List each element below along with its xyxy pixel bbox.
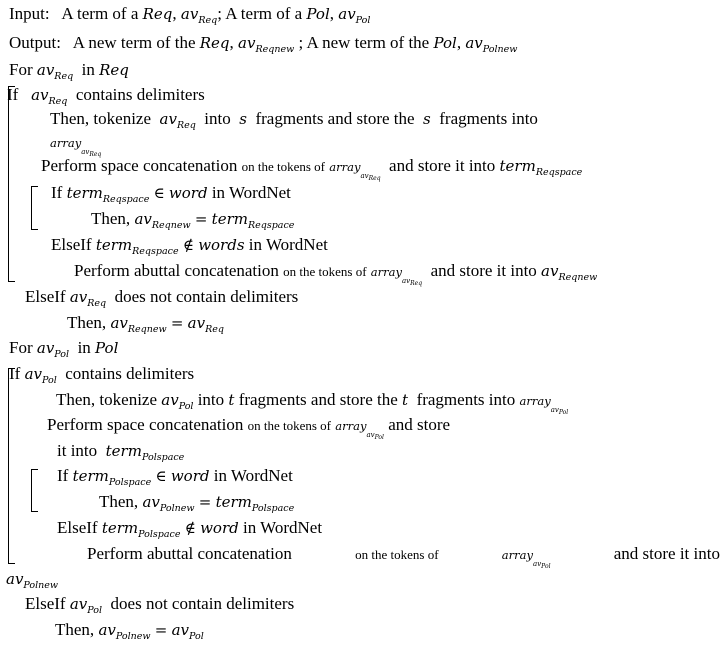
- symbol-av: av: [31, 86, 49, 104]
- symbol-av: av: [36, 339, 55, 357]
- subscript: Pol: [42, 375, 57, 386]
- symbol-term: term: [101, 519, 139, 537]
- symbol-req: Req: [99, 61, 129, 79]
- subscript: Reqnew: [255, 44, 295, 55]
- keyword-if: If: [7, 85, 19, 104]
- keyword-then: Then,: [99, 492, 139, 511]
- subscript: av: [533, 560, 542, 568]
- text-and-store: and store: [388, 415, 451, 434]
- subscript: Reqnew: [127, 324, 167, 335]
- symbol-not-element-of: ∉: [182, 236, 194, 254]
- symbol-s: s: [423, 110, 431, 128]
- if-block-bracket-pol: [8, 368, 9, 564]
- subscript: Pol: [178, 401, 194, 412]
- subscript: Req: [205, 324, 224, 335]
- subscript: Req: [48, 96, 68, 107]
- symbol-av: av: [338, 5, 356, 23]
- symbol-word: word: [170, 467, 210, 485]
- subscript: Polspace: [138, 529, 181, 540]
- text-contains-delimiters: contains delimiters: [75, 85, 205, 104]
- subscript: Polnew: [115, 631, 151, 642]
- symbol-av: av: [161, 391, 179, 409]
- text-perform-a: Perform a: [87, 544, 155, 563]
- subscript: Polnew: [23, 580, 59, 591]
- symbol-av: av: [187, 314, 206, 332]
- symbol-array: array: [519, 394, 551, 408]
- symbol-req: Req: [142, 5, 173, 23]
- symbol-equals: =: [154, 621, 168, 639]
- subscript: Pol: [54, 349, 70, 360]
- symbol-req: Req: [199, 34, 230, 52]
- symbol-av: av: [171, 621, 189, 639]
- keyword-then: Then,: [67, 313, 107, 332]
- symbol-term: term: [95, 236, 133, 254]
- keyword-into: into: [204, 109, 231, 128]
- keyword-then-tokenize: Then, tokenize: [50, 109, 152, 128]
- subscript: av: [360, 172, 369, 180]
- subscript: Pol: [541, 563, 551, 570]
- symbol-t: t: [402, 391, 409, 409]
- subscript: av: [81, 148, 90, 156]
- text-in-wordnet: in WordNet: [243, 518, 323, 537]
- keyword-output: Output:: [9, 33, 61, 52]
- symbol-term: term: [215, 493, 252, 511]
- text-fragments-store: fragments and store the: [255, 109, 415, 128]
- symbol-av: av: [6, 570, 24, 588]
- symbol-array: array: [335, 419, 367, 433]
- comma: ,: [229, 33, 234, 52]
- algo-line-output: [9, 32, 517, 61]
- text-a-new-term: A new term of the: [72, 33, 196, 52]
- comma: ,: [172, 4, 177, 23]
- symbol-equals: =: [194, 210, 208, 228]
- subscript: Req: [410, 280, 423, 287]
- symbol-s: s: [239, 110, 247, 128]
- keyword-if: If: [51, 183, 63, 202]
- subscript: Polnew: [159, 503, 195, 514]
- keyword-into: into: [197, 390, 225, 409]
- keyword-for: For: [9, 60, 33, 79]
- symbol-av: av: [24, 365, 42, 383]
- keyword-if: If: [57, 466, 69, 485]
- symbol-av: av: [541, 262, 559, 280]
- subscript: Reqspace: [247, 220, 295, 231]
- text-in-wordnet: in WordNet: [213, 466, 293, 485]
- text-on-tokens: on the tokens of: [241, 159, 326, 174]
- keyword-elseif: ElseIf: [51, 235, 92, 254]
- text-in-wordnet: in WordNet: [248, 235, 328, 254]
- text-on-tokens: on the tokens of: [355, 547, 439, 562]
- text-a-new-term: ; A new term of the: [298, 33, 430, 52]
- text-not-contain-delimiters: does not contain delimiters: [114, 287, 299, 306]
- subscript: av: [550, 406, 559, 414]
- text-on-tokens: on the tokens of: [283, 264, 367, 279]
- symbol-word: word: [200, 519, 239, 537]
- text-on-tokens: on the tokens of: [247, 418, 332, 433]
- text-fragments-store: fragments and store the: [238, 390, 398, 409]
- subscript: Polspace: [108, 477, 152, 488]
- algo-line-for-pol: [9, 337, 118, 366]
- text-perform-space: Perform space concatenation: [41, 156, 238, 175]
- keyword-input: Input:: [9, 4, 50, 23]
- text-and-store: and store it into: [430, 261, 537, 280]
- text-fragments-into: fragments into: [439, 109, 538, 128]
- symbol-array: array: [329, 160, 361, 174]
- symbol-element-of: ∈: [153, 184, 165, 202]
- symbol-array: array: [501, 548, 534, 562]
- subscript: Pol: [374, 434, 384, 441]
- symbol-t: t: [228, 391, 235, 409]
- subscript: Pol: [189, 631, 204, 642]
- inner-if-bracket-pol: [31, 469, 32, 512]
- algo-line-assign-req-space: [91, 208, 294, 237]
- text-perform-abuttal: [87, 543, 292, 565]
- comma: ,: [329, 4, 334, 23]
- symbol-av: av: [134, 210, 152, 228]
- text-buttal-concatenation: buttal concatenation: [154, 544, 292, 563]
- symbol-av: av: [159, 110, 177, 128]
- algo-line-elseif-pol: [25, 593, 294, 622]
- text-it-into: it into: [57, 441, 98, 460]
- subscript: Req: [198, 15, 218, 26]
- symbol-term: term: [105, 442, 142, 460]
- subscript: Pol: [355, 15, 371, 26]
- algo-line-assign-pol-space: [99, 491, 294, 520]
- symbol-pol: Pol: [306, 5, 330, 23]
- subscript: Reqspace: [132, 246, 179, 257]
- keyword-then-tokenize: Then, tokenize: [56, 390, 158, 409]
- subscript: Req: [54, 71, 74, 82]
- text-in-wordnet: in WordNet: [211, 183, 291, 202]
- subscript: Reqnew: [151, 220, 191, 231]
- keyword-in: in: [77, 338, 91, 357]
- algo-line-tokenize-req: [50, 108, 538, 137]
- symbol-pol: Pol: [433, 34, 457, 52]
- subscript: Polspace: [251, 503, 295, 514]
- symbol-term: term: [499, 157, 536, 175]
- keyword-elseif: ElseIf: [57, 518, 98, 537]
- keyword-for: For: [9, 338, 33, 357]
- subscript: av: [366, 431, 375, 439]
- subscript: Req: [87, 298, 107, 309]
- keyword-if: If: [9, 364, 21, 383]
- subscript: Pol: [558, 409, 569, 416]
- symbol-av: av: [98, 621, 116, 639]
- keyword-then: Then,: [91, 209, 131, 228]
- subscript: Polnew: [482, 44, 518, 55]
- algo-line-elseif-req: [25, 286, 298, 315]
- symbol-av: av: [238, 34, 256, 52]
- algo-line-elseif-word-pol: [57, 517, 322, 546]
- symbol-term: term: [66, 184, 103, 202]
- subscript: Req: [89, 151, 102, 158]
- text-perform-abuttal: Perform abuttal concatenation: [74, 261, 279, 280]
- symbol-element-of: ∈: [155, 467, 167, 485]
- symbol-array: array: [50, 136, 82, 150]
- subscript: Req: [368, 175, 381, 182]
- symbol-av: av: [142, 493, 160, 511]
- text-fragments-into: fragments into: [416, 390, 516, 409]
- symbol-equals: =: [198, 493, 212, 511]
- subscript: Reqspace: [102, 194, 150, 205]
- inner-if-bracket-req: [31, 186, 32, 230]
- keyword-then: Then,: [55, 620, 95, 639]
- symbol-term: term: [211, 210, 248, 228]
- keyword-elseif: ElseIf: [25, 287, 66, 306]
- algo-line-input: [9, 3, 370, 32]
- text-and-store: and store it into: [389, 156, 496, 175]
- symbol-words: words: [198, 236, 245, 254]
- if-block-bracket-req: [8, 86, 9, 282]
- symbol-array: array: [370, 265, 402, 279]
- symbol-pol: Pol: [95, 339, 119, 357]
- text-a-term-of-a: A term of a: [61, 4, 139, 23]
- subscript: av: [402, 277, 411, 285]
- keyword-elseif: ElseIf: [25, 594, 66, 613]
- algo-line-if-word-pol: [57, 465, 293, 494]
- symbol-av: av: [69, 288, 88, 306]
- symbol-av: av: [465, 34, 483, 52]
- subscript: Polspace: [141, 452, 185, 463]
- algo-line-elseif-words-req: [51, 234, 328, 263]
- symbol-word: word: [168, 184, 208, 202]
- array-av-pol: [502, 543, 551, 578]
- text-contains-delimiters: contains delimiters: [65, 364, 195, 383]
- algo-line-abuttal-pol: [87, 543, 720, 578]
- symbol-term: term: [72, 467, 109, 485]
- subscript: Reqnew: [558, 272, 598, 283]
- subscript: Req: [176, 120, 196, 131]
- comma: ,: [456, 33, 462, 52]
- symbol-av: av: [69, 595, 88, 613]
- subscript: Pol: [87, 605, 103, 616]
- symbol-av: av: [36, 61, 55, 79]
- symbol-av: av: [110, 314, 128, 332]
- text-a-term-of-a: ; A term of a: [217, 4, 303, 23]
- keyword-in: in: [81, 60, 95, 79]
- text-not-contain-delimiters: does not contain delimiters: [110, 594, 295, 613]
- text-and-store: and store it into: [613, 544, 720, 563]
- algo-line-if-pol: [9, 363, 194, 392]
- symbol-av: av: [180, 5, 199, 23]
- text-perform-space: Perform space concatenation: [47, 415, 244, 434]
- subscript: Reqspace: [535, 167, 583, 178]
- symbol-not-element-of: ∉: [184, 519, 196, 537]
- symbol-equals: =: [170, 314, 184, 332]
- algo-line-if-word-req: [51, 182, 291, 211]
